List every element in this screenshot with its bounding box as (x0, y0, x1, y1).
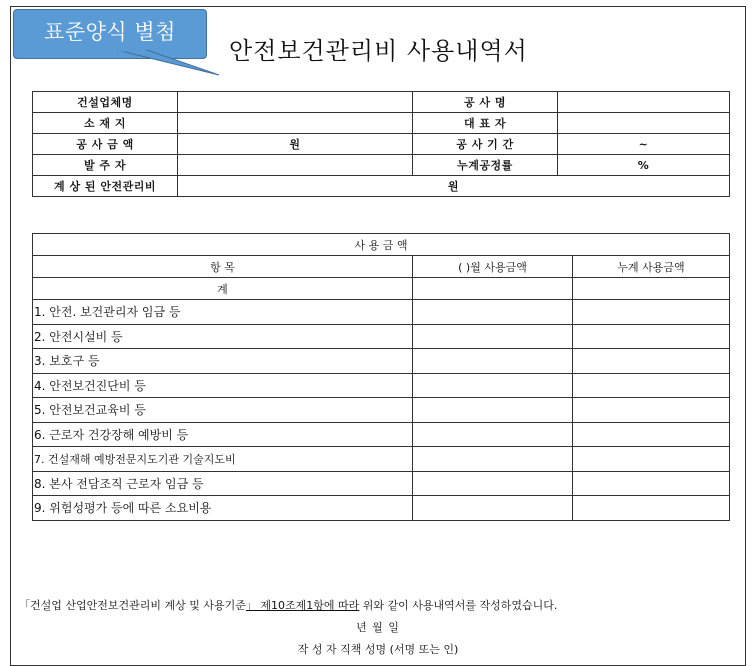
monthly-amount-cell[interactable] (413, 373, 573, 398)
statement-regulation: 「건설업 산업안전보건관리비 계상 및 사용기준 (19, 599, 246, 612)
period-label: 공 사 기 간 (413, 134, 558, 155)
cumulative-amount-cell[interactable] (573, 373, 730, 398)
representative-label: 대 표 자 (413, 113, 558, 134)
cumulative-amount-cell[interactable] (573, 324, 730, 349)
table-row (33, 349, 730, 374)
item-label: 4. 안전보건진단비 등 (33, 373, 413, 398)
contractor-value[interactable] (178, 92, 413, 113)
item-label: 7. 건설재해 예방전문지도기관 기술지도비 (33, 447, 413, 472)
cumulative-amount-cell[interactable] (573, 300, 730, 325)
column-header-monthly: ( )월 사용금액 (413, 256, 573, 278)
item-label: 1. 안전. 보건관리자 임금 등 (33, 300, 413, 325)
client-label: 발 주 자 (33, 155, 178, 176)
table-row (33, 398, 730, 423)
signature-line[interactable]: 작 성 자 직책 성명 (서명 또는 인) (297, 643, 459, 656)
monthly-amount-cell[interactable] (413, 496, 573, 521)
cumulative-amount-cell[interactable] (573, 349, 730, 374)
location-value[interactable] (178, 113, 413, 134)
monthly-amount-cell[interactable] (413, 324, 573, 349)
total-cumulative-cell[interactable] (573, 278, 730, 300)
table-row (33, 373, 730, 398)
project-name-label: 공 사 명 (413, 92, 558, 113)
cumulative-amount-cell[interactable] (573, 398, 730, 423)
contract-amount-value[interactable]: 원 (178, 134, 413, 155)
monthly-amount-cell[interactable] (413, 300, 573, 325)
document-title: 안전보건관리비 사용내역서 (229, 37, 528, 65)
representative-value[interactable] (558, 113, 730, 134)
monthly-amount-cell[interactable] (413, 349, 573, 374)
table-row (33, 422, 730, 447)
progress-value[interactable]: % (558, 155, 730, 176)
cumulative-amount-cell[interactable] (573, 447, 730, 472)
monthly-amount-cell[interactable] (413, 422, 573, 447)
table-row (33, 447, 730, 472)
monthly-amount-cell[interactable] (413, 447, 573, 472)
column-header-item: 항 목 (33, 256, 413, 278)
budget-label: 계 상 된 안전관리비 (33, 176, 178, 197)
usage-section-header: 사 용 금 액 (33, 234, 730, 256)
date-line[interactable]: 년 월 일 (356, 621, 400, 634)
total-monthly-cell[interactable] (413, 278, 573, 300)
project-info-table (32, 91, 730, 197)
client-value[interactable] (178, 155, 413, 176)
period-value[interactable]: ~ (558, 134, 730, 155)
project-name-value[interactable] (558, 92, 730, 113)
total-row-label: 계 (33, 278, 413, 300)
usage-table (32, 233, 730, 521)
table-row (33, 496, 730, 521)
progress-label: 누계공정률 (413, 155, 558, 176)
item-label: 3. 보호구 등 (33, 349, 413, 374)
contract-amount-label: 공 사 금 액 (33, 134, 178, 155)
statement-article: 」 제10조제1항에 따라 (245, 599, 360, 612)
table-row (33, 471, 730, 496)
cumulative-amount-cell[interactable] (573, 496, 730, 521)
standard-form-badge: 표준양식 별첨 (13, 9, 207, 59)
table-row (33, 300, 730, 325)
statement-closing: 위와 같이 사용내역서를 작성하였습니다. (359, 599, 558, 612)
budget-value[interactable]: 원 (178, 176, 730, 197)
item-label: 8. 본사 전담조직 근로자 임금 등 (33, 471, 413, 496)
item-label: 2. 안전시설비 등 (33, 324, 413, 349)
item-label: 6. 근로자 건강장해 예방비 등 (33, 422, 413, 447)
item-label: 5. 안전보건교육비 등 (33, 398, 413, 423)
badge-callout-tail (111, 49, 231, 79)
item-label: 9. 위험성평가 등에 따른 소요비용 (33, 496, 413, 521)
monthly-amount-cell[interactable] (413, 398, 573, 423)
table-row (33, 324, 730, 349)
declaration-statement (19, 597, 557, 613)
contractor-label: 건설업체명 (33, 92, 178, 113)
form-page (10, 6, 746, 666)
cumulative-amount-cell[interactable] (573, 422, 730, 447)
cumulative-amount-cell[interactable] (573, 471, 730, 496)
location-label: 소 재 지 (33, 113, 178, 134)
column-header-cumulative: 누계 사용금액 (573, 256, 730, 278)
monthly-amount-cell[interactable] (413, 471, 573, 496)
